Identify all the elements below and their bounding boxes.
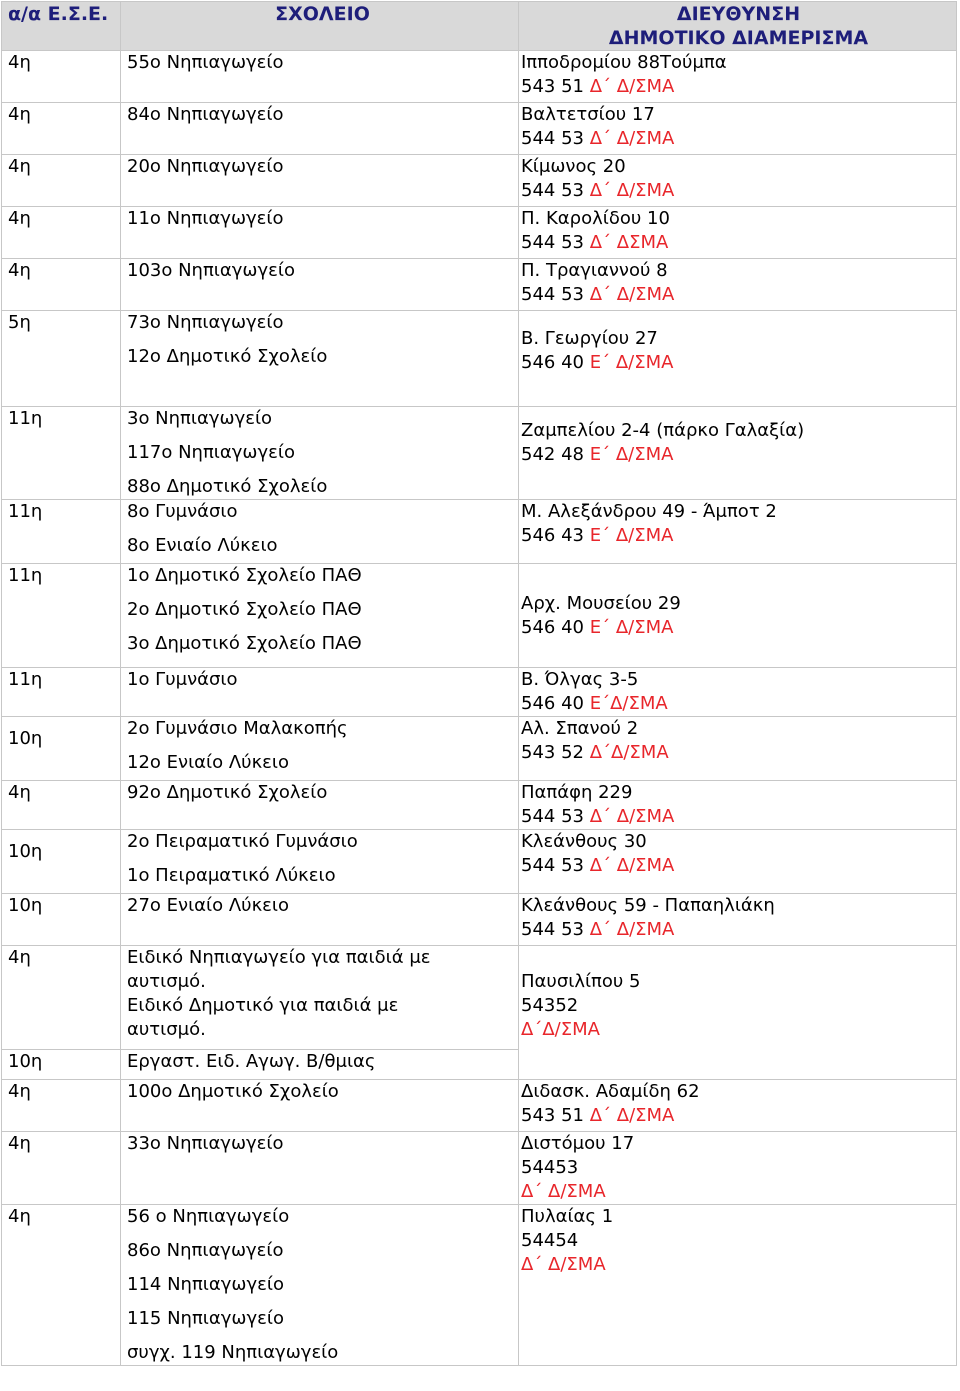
school-name: 2ο Πειραματικό Γυμνάσιο [127,831,358,852]
street-address: Κίμωνος 20 [521,156,626,177]
ese-value: 4η [8,260,31,281]
table-row [2,830,957,894]
table-row [2,207,957,259]
ese-cell [2,407,121,500]
street-address: Αλ. Σπανού 2 [521,718,639,739]
street-address: Κλεάνθους 30 [521,831,647,852]
school-cell [121,717,519,781]
ese-cell [2,311,121,407]
address-cell [519,564,957,668]
address-cell [519,946,957,1080]
district: Ε΄Δ/ΣΜΑ [589,693,668,714]
district: Δ΄ Δ/ΣΜΑ [589,806,675,827]
school-name: 100ο Δημοτικό Σχολείο [127,1081,339,1102]
street-address: Παυσιλίπου 5 [521,971,641,992]
postal-code: 543 52 [521,742,584,763]
street-address: Κλεάνθους 59 - Παπαηλιάκη [521,895,775,916]
street-address: Παπάφη 229 [521,782,633,803]
ese-cell [2,207,121,259]
ese-value: 10η [8,1051,43,1072]
district: Δ΄ Δ/ΣΜΑ [589,180,675,201]
school-cell [121,259,519,311]
school-name: Ειδικό Νηπιαγωγείο για παιδιά με αυτισμό. [127,947,431,992]
street-address: Ζαμπελίου 2-4 (πάρκο Γαλαξία) [521,420,805,441]
school-name: 55ο Νηπιαγωγείο [127,52,284,73]
postal-code: 543 51 [521,1105,584,1126]
address-cell [519,207,957,259]
school-name: 2ο Δημοτικό Σχολείο ΠΑΘ [127,599,362,620]
ese-value: 11η [8,408,43,429]
district: Ε΄ Δ/ΣΜΑ [589,525,674,546]
address-cell [519,155,957,207]
ese-value: 4η [8,104,31,125]
district: Ε΄ Δ/ΣΜΑ [589,444,674,465]
ese-value: 5η [8,312,31,333]
school-cell [121,51,519,103]
address-cell [519,103,957,155]
address-cell [519,830,957,894]
table-row [2,1132,957,1205]
ese-value: 4η [8,1206,31,1227]
table-row [2,155,957,207]
school-name: 1ο Δημοτικό Σχολείο ΠΑΘ [127,565,362,586]
ese-cell [2,830,121,894]
postal-code: 542 48 [521,444,584,465]
school-name: 2ο Γυμνάσιο Μαλακοπής [127,718,348,739]
header-school-label: ΣΧΟΛΕΙΟ [275,3,370,25]
street-address: Π. Τραγιαννού 8 [521,260,668,281]
school-name: Ειδικό Δημοτικό για παιδιά με αυτισμό. [127,995,399,1040]
ese-cell [2,1080,121,1132]
table-row [2,894,957,946]
header-ese-label: α/α Ε.Σ.Ε. [8,3,109,25]
school-name: 92ο Δημοτικό Σχολείο [127,782,328,803]
school-name: 103ο Νηπιαγωγείο [127,260,295,281]
ese-cell [2,155,121,207]
address-cell [519,1132,957,1205]
postal-code: 54352 [521,995,579,1016]
school-name: 27ο Ενιαίο Λύκειο [127,895,290,916]
school-cell [121,1080,519,1132]
school-cell [121,564,519,668]
ese-cell [2,1205,121,1366]
district: Δ΄ Δ/ΣΜΑ [589,128,675,149]
postal-code: 544 53 [521,128,584,149]
ese-value: 4η [8,156,31,177]
school-cell [121,207,519,259]
ese-value: 10η [8,841,43,862]
school-cell [121,946,519,1050]
school-name: 73ο Νηπιαγωγείο [127,312,284,333]
address-cell [519,717,957,781]
street-address: Αρχ. Μουσείου 29 [521,593,681,614]
ese-cell [2,781,121,830]
school-name: 3ο Νηπιαγωγείο [127,408,273,429]
school-cell [121,1132,519,1205]
school-name: Εργαστ. Ειδ. Αγωγ. Β/θμιας [127,1051,376,1072]
address-cell [519,781,957,830]
table-body [2,51,957,1366]
district: Ε΄ Δ/ΣΜΑ [589,617,674,638]
street-address: Μ. Αλεξάνδρου 49 - Άμποτ 2 [521,501,777,522]
district: Δ΄ Δ/ΣΜΑ [589,1105,675,1126]
table-row [2,946,957,1050]
address-cell [519,668,957,717]
table-row [2,1080,957,1132]
school-cell [121,1205,519,1366]
table-row [2,103,957,155]
school-cell [121,894,519,946]
district: Δ΄ Δ/ΣΜΑ [589,76,675,97]
address-cell [519,51,957,103]
postal-code: 544 53 [521,180,584,201]
address-cell [519,311,957,407]
district: Δ΄Δ/ΣΜΑ [589,742,669,763]
ese-cell [2,103,121,155]
street-address: Διστόμου 17 [521,1133,635,1154]
header-address [519,2,957,51]
school-cell [121,311,519,407]
school-name: 12ο Δημοτικό Σχολείο [127,346,328,367]
district: Δ΄ Δ/ΣΜΑ [521,1181,606,1202]
school-name: 11ο Νηπιαγωγείο [127,208,284,229]
ese-value: 4η [8,52,31,73]
ese-value: 11η [8,669,43,690]
header-school [121,2,519,51]
school-name: 117ο Νηπιαγωγείο [127,442,295,463]
school-name: 114 Νηπιαγωγείο [127,1274,284,1295]
table-row [2,717,957,781]
postal-code: 544 53 [521,284,584,305]
table-row [2,564,957,668]
school-name: 1ο Πειραματικό Λύκειο [127,865,336,886]
district: Δ΄ Δ/ΣΜΑ [521,1254,606,1275]
school-name: 12ο Ενιαίο Λύκειο [127,752,290,773]
ese-cell [2,1132,121,1205]
ese-cell [2,946,121,1050]
header-address-label: ΔΙΕΥΘΥΝΣΗ [676,3,801,25]
ese-value: 4η [8,1081,31,1102]
postal-code: 546 40 [521,352,584,373]
school-name: 1ο Γυμνάσιο [127,669,238,690]
ese-cell [2,668,121,717]
table-row [2,781,957,830]
school-name: 33ο Νηπιαγωγείο [127,1133,284,1154]
school-name: 8ο Ενιαίο Λύκειο [127,535,278,556]
district: Δ΄Δ/ΣΜΑ [521,1019,600,1040]
ese-cell [2,894,121,946]
school-cell [121,1050,519,1080]
address-cell [519,500,957,564]
school-name: 8ο Γυμνάσιο [127,501,238,522]
table-row [2,259,957,311]
school-name: 20ο Νηπιαγωγείο [127,156,284,177]
ese-value: 10η [8,895,43,916]
ese-value: 4η [8,782,31,803]
table-row [2,51,957,103]
school-cell [121,155,519,207]
address-cell [519,1080,957,1132]
school-cell [121,103,519,155]
schools-table [1,1,957,1366]
street-address: Διδασκ. Αδαμίδη 62 [521,1081,700,1102]
ese-cell [2,564,121,668]
school-name: 86ο Νηπιαγωγείο [127,1240,284,1261]
postal-code: 546 43 [521,525,584,546]
address-cell [519,894,957,946]
school-name: 3ο Δημοτικό Σχολείο ΠΑΘ [127,633,362,654]
postal-code: 544 53 [521,855,584,876]
street-address: Β. Γεωργίου 27 [521,328,658,349]
postal-code: 543 51 [521,76,584,97]
table-row [2,311,957,407]
table-row [2,407,957,500]
school-name: συγχ. 119 Νηπιαγωγείο [127,1342,339,1363]
street-address: Β. Όλγας 3-5 [521,669,639,690]
ese-value: 4η [8,208,31,229]
header-district-label: ΔΗΜΟΤΙΚΟ ΔΙΑΜΕΡΙΣΜΑ [608,27,869,49]
school-cell [121,781,519,830]
street-address: Πυλαίας 1 [521,1206,614,1227]
ese-cell [2,1050,121,1080]
address-cell [519,407,957,500]
ese-value: 10η [8,728,43,749]
postal-code: 544 53 [521,806,584,827]
table-header [2,2,957,51]
postal-code: 54453 [521,1157,579,1178]
ese-cell [2,717,121,781]
district: Δ΄ Δ/ΣΜΑ [589,284,675,305]
postal-code: 54454 [521,1230,579,1251]
address-cell [519,1205,957,1366]
school-cell [121,407,519,500]
school-name: 84ο Νηπιαγωγείο [127,104,284,125]
ese-cell [2,500,121,564]
ese-cell [2,51,121,103]
district: Δ΄ ΔΣΜΑ [589,232,669,253]
table-row [2,500,957,564]
header-ese [2,2,121,51]
school-cell [121,500,519,564]
school-name: 56 ο Νηπιαγωγείο [127,1206,290,1227]
district: Δ΄ Δ/ΣΜΑ [589,919,675,940]
district: Ε΄ Δ/ΣΜΑ [589,352,674,373]
postal-code: 544 53 [521,919,584,940]
postal-code: 546 40 [521,617,584,638]
ese-cell [2,259,121,311]
table-row [2,668,957,717]
ese-value: 4η [8,1133,31,1154]
school-name: 115 Νηπιαγωγείο [127,1308,284,1329]
street-address: Βαλτετσίου 17 [521,104,655,125]
school-cell [121,668,519,717]
school-name: 88ο Δημοτικό Σχολείο [127,476,328,497]
ese-value: 11η [8,501,43,522]
ese-value: 11η [8,565,43,586]
address-cell [519,259,957,311]
school-cell [121,830,519,894]
postal-code: 546 40 [521,693,584,714]
district: Δ΄ Δ/ΣΜΑ [589,855,675,876]
postal-code: 544 53 [521,232,584,253]
street-address: Π. Καρολίδου 10 [521,208,670,229]
table-row [2,1205,957,1366]
ese-value: 4η [8,947,31,968]
street-address: Ιπποδρομίου 88Τούμπα [521,52,727,73]
